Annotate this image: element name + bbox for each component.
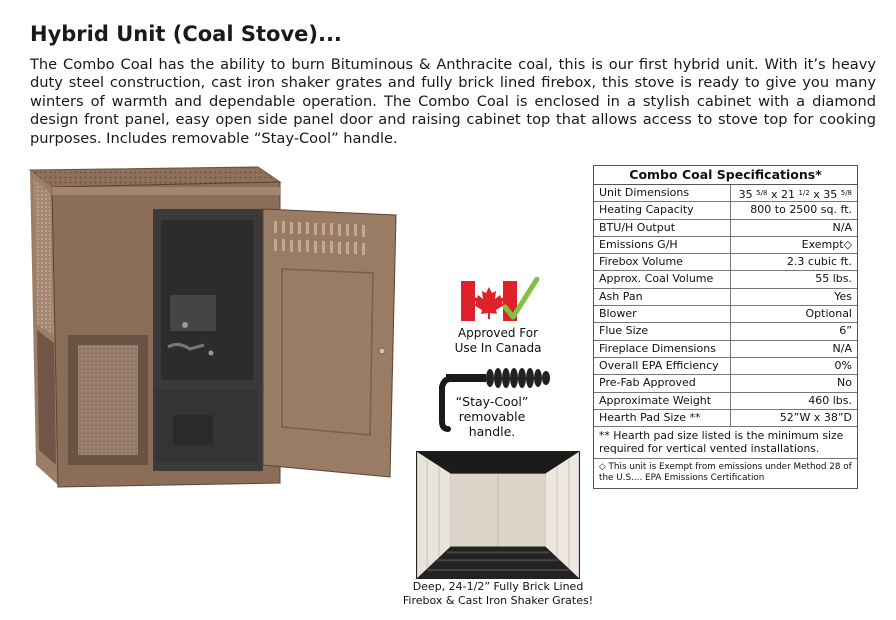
spec-row [594, 323, 857, 340]
spec-row [594, 306, 857, 323]
spec-label: Unit Dimensions [594, 185, 731, 201]
spec-row [594, 254, 857, 271]
spec-value: Exempt◇ [801, 237, 852, 251]
combo-coal-stove-image [28, 165, 400, 490]
spec-label: Approx. Coal Volume [594, 271, 731, 287]
spec-label: Approximate Weight [594, 393, 731, 409]
hearth-pad-note: ** Hearth pad size listed is the minimum size required for vertical vented installations. [594, 427, 857, 459]
specifications-table [593, 165, 858, 489]
spec-value: N/A [832, 341, 852, 355]
firebox-photo [416, 451, 580, 579]
spec-value: 0% [834, 358, 852, 372]
spec-value: Optional [805, 307, 852, 321]
spec-label: Firebox Volume [594, 254, 731, 270]
spec-value: 800 to 2500 sq. ft. [750, 203, 852, 217]
spec-row [594, 271, 857, 288]
spec-row [594, 289, 857, 306]
spec-label: Overall EPA Efficiency [594, 358, 731, 374]
spec-row [594, 220, 857, 237]
spec-value: No [837, 376, 852, 390]
spec-value-dimensions: 35 $^{5/8}$ x 21 $^{1/2}$ x 35 $^{5/8}$ [738, 188, 852, 201]
spec-row [594, 202, 857, 219]
spec-label: Fireplace Dimensions [594, 341, 731, 357]
spec-row [594, 237, 857, 254]
spec-value: 460 lbs. [808, 393, 852, 407]
canada-approval-caption: Approved For Use In Canada [454, 326, 542, 355]
spec-row [594, 393, 857, 410]
spec-label: BTU/H Output [594, 220, 731, 236]
canadian-flag-icon [459, 277, 541, 325]
emissions-exempt-note: ◇ This unit is Exempt from emissions under Method 28 of the U.S.... EPA Emissions Certification [599, 462, 852, 484]
spec-value: N/A [832, 220, 852, 234]
spec-value: 2.3 cubic ft. [786, 255, 852, 269]
intro-paragraph: The Combo Coal has the ability to burn Bituminous & Anthracite coal, this is our first hybrid unit. With it’s heavy duty steel construction, cast iron shaker grates and fully brick lined firebox, this stove is ready to give you many winters of warmth and dependable operation. The Combo Coal is enclosed in a stylish cabinet with a diamond design front panel, easy open side panel door and raising cabinet top that allows access to stove top for cooking purposes. Includes removable “Stay-Cool” handle. [30, 56, 876, 147]
spec-label: Blower [594, 306, 731, 322]
spec-row [594, 341, 857, 358]
spec-row [594, 375, 857, 392]
spec-label: Ash Pan [594, 289, 731, 305]
spec-label: Pre-Fab Approved [594, 375, 731, 391]
spec-row [594, 410, 857, 427]
spec-value: 52”W x 38”D [779, 410, 852, 424]
spec-label: Heating Capacity [594, 202, 731, 218]
spec-label: Flue Size [594, 323, 731, 339]
spec-label: Hearth Pad Size ** [594, 410, 731, 426]
specifications-title: Combo Coal Specifications* [594, 166, 857, 185]
spec-row-dimensions [594, 185, 857, 202]
firebox-caption: Deep, 24-1/2” Fully Brick Lined Firebox & Cast Iron Shaker Grates! [402, 580, 594, 607]
spec-value: Yes [834, 289, 852, 303]
spec-row [594, 358, 857, 375]
stay-cool-handle-caption: “Stay-Cool” removable handle. [455, 394, 529, 439]
spec-value: 6” [839, 324, 852, 338]
page-title: Hybrid Unit (Coal Stove)... [30, 22, 342, 46]
spec-value: 55 lbs. [815, 272, 852, 286]
spec-label: Emissions G/H [594, 237, 731, 253]
